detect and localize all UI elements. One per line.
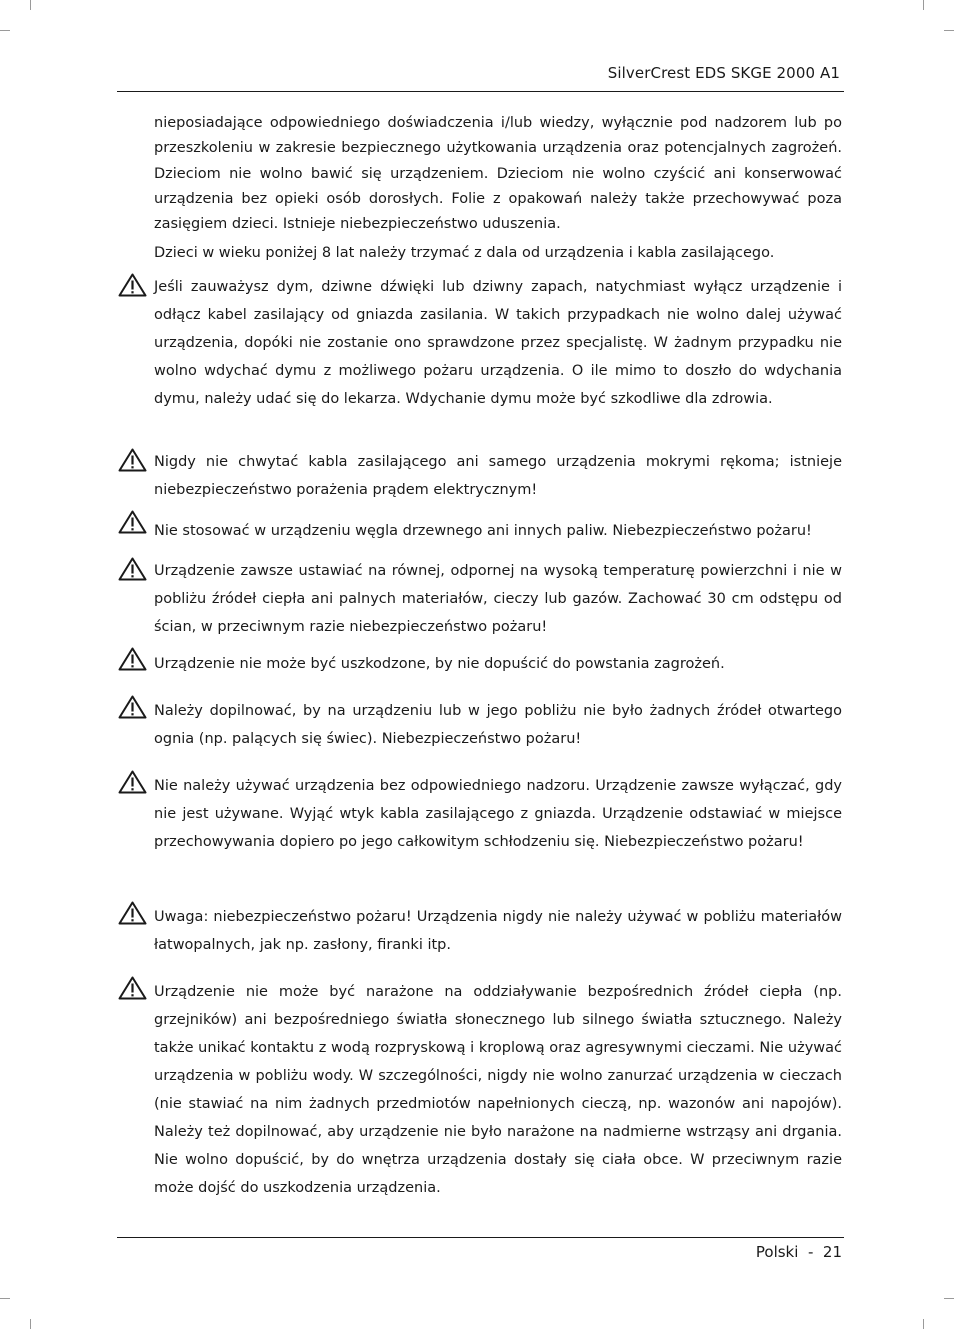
warning-triangle-icon: [118, 510, 147, 534]
warning-text: Należy dopilnować, by na urządzeniu lub w jego pobliżu nie było żadnych źródeł otwartego ognia (np. palących się świec). Niebezpieczeństwo pożaru!: [154, 703, 842, 747]
warning-text: Urządzenie nie może być narażone na oddziaływanie bezpośrednich źródeł ciepła (np. grzejników) ani bezpośredniego światła słonecznego lub silnego światła sztucznego. Należy także unikać kontaktu z wodą rozpryskową i kroplową oraz agresywnymi cieczami. Nie używać urządzenia w pobliżu wody. W szczególności, nigdy nie wolno zanurzać urządzenia w cieczach (nie stawiać na nim żadnych przedmiotów napełnionych cieczą, np. wazonów ani napojów). Należy też dopilnować, aby urządzenie nie było narażone na nadmierne wstrząsy ani drgania. Nie wolno dopuścić, by do wnętrza urządzenia dostały się ciała obce. W przeciwnym razie może dojść do uszkodzenia urządzenia.: [154, 984, 842, 1196]
warning-text: Nigdy nie chwytać kabla zasilającego ani samego urządzenia mokrymi rękoma; istnieje niebezpieczeństwo porażenia prądem elektrycznym!: [154, 454, 842, 498]
warning-triangle-icon: [118, 770, 147, 794]
warning-text: Nie stosować w urządzeniu węgla drzewnego ani innych paliw. Niebezpieczeństwo pożaru!: [154, 523, 812, 539]
crop-mark: [923, 0, 924, 10]
warning-triangle-icon: [118, 448, 147, 472]
warning-text: Urządzenie zawsze ustawiać na równej, odpornej na wysoką temperaturę powierzchni i nie w pobliżu źródeł ciepła ani palnych materiałów, cieczy lub gazów. Zachować 30 cm odstępu od ścian, w przeciwnym razie niebezpieczeństwo pożaru!: [154, 563, 842, 635]
warning-triangle-icon: [118, 976, 147, 1000]
warning-text: Urządzenie nie może być uszkodzone, by nie dopuścić do powstania zagrożeń.: [154, 656, 725, 672]
crop-mark: [30, 1319, 31, 1329]
warning-text: Jeśli zauważysz dym, dziwne dźwięki lub dziwny zapach, natychmiast wyłącz urządzenie i odłącz kabel zasilający od gniazda zasilania. W takich przypadkach nie wolno dalej używać urządzenia, dopóki nie zostanie ono sprawdzone przez specjalistę. W żadnym przypadku nie wolno wdychać dymu z możliwego pożaru urządzenia. O ile mimo to doszło do wdychania dymu, należy udać się do lekarza. Wdychanie dymu może być szkodliwe dla zdrowia.: [154, 279, 842, 407]
intro-paragraph: Dzieci w wieku poniżej 8 lat należy trzymać z dala od urządzenia i kabla zasilającego.: [154, 245, 775, 261]
crop-mark: [944, 30, 954, 31]
intro-paragraph: nieposiadające odpowiedniego doświadczenia i/lub wiedzy, wyłącznie pod nadzorem lub po przeszkoleniu w zakresie bezpiecznego użytkowania urządzenia oraz potencjalnych zagrożeń. Dzieciom nie wolno bawić się urządzeniem. Dzieciom nie wolno czyścić ani konserwować urządzenia bez opieki osób dorosłych. Folie z opakowań należy także przechowywać poza zasięgiem dzieci. Istnieje niebezpieczeństwo uduszenia.: [154, 115, 842, 233]
header-title: SilverCrest EDS SKGE 2000 A1: [607, 64, 840, 82]
warning-triangle-icon: [118, 273, 147, 297]
footer-page-label: Polski - 21: [755, 1243, 842, 1261]
crop-mark: [0, 30, 10, 31]
warning-triangle-icon: [118, 695, 147, 719]
footer-rule: [117, 1237, 844, 1238]
warning-triangle-icon: [118, 901, 147, 925]
warning-triangle-icon: [118, 557, 147, 581]
warning-text: Nie należy używać urządzenia bez odpowiedniego nadzoru. Urządzenie zawsze wyłączać, gdy nie jest używane. Wyjąć wtyk kabla zasilającego z gniazda. Urządzenie odstawiać w miejsce przechowywania dopiero po jego całkowitym schłodzeniu się. Niebezpieczeństwo pożaru!: [154, 778, 842, 850]
crop-mark: [923, 1319, 924, 1329]
crop-mark: [0, 1298, 10, 1299]
crop-mark: [30, 0, 31, 10]
warning-triangle-icon: [118, 647, 147, 671]
warning-text: Uwaga: niebezpieczeństwo pożaru! Urządzenia nigdy nie należy używać w pobliżu materiałów łatwopalnych, jak np. zasłony, firanki itp.: [154, 909, 842, 953]
crop-mark: [944, 1298, 954, 1299]
header-rule: [117, 91, 844, 92]
